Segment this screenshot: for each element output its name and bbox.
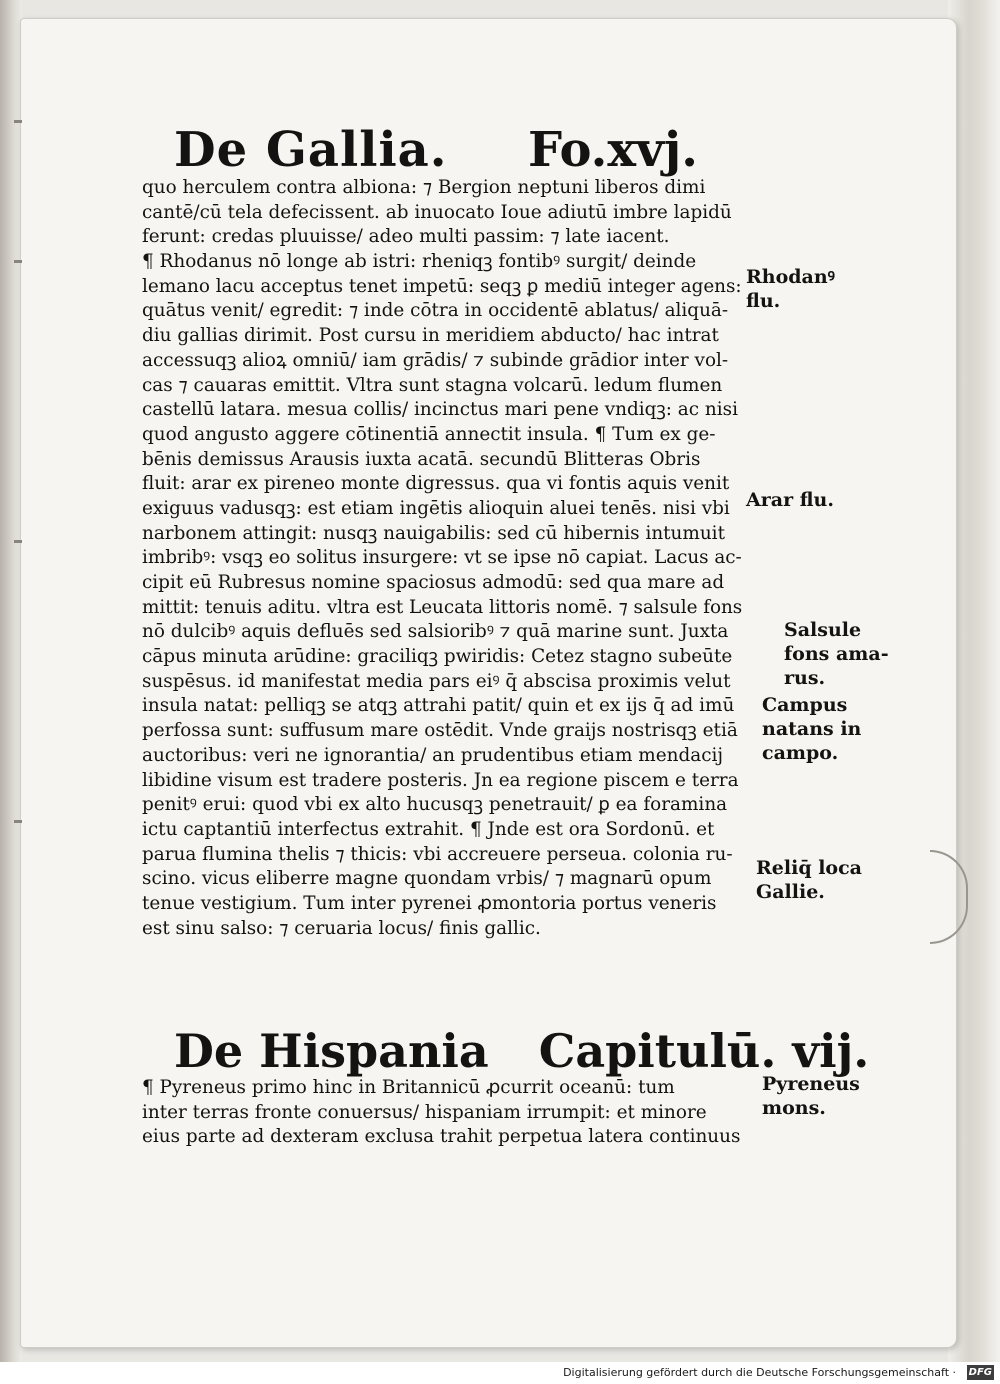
main-text-block — [142, 176, 742, 941]
chapter-number: Capitulū. vij. — [538, 1024, 870, 1078]
text-line: mittit: tenuis aditu. vltra est Leucata littoris nomē. ⁊ salsule fons — [142, 596, 742, 618]
text-line: cas ⁊ cauaras emittit. Vltra sunt stagna volcarū. ledum flumen — [142, 374, 723, 396]
margin-note-line: Salsule — [784, 619, 862, 641]
margin-note-line: campo. — [762, 742, 839, 764]
dfg-logo: DFG — [968, 1367, 992, 1378]
text-line: ¶ Pyreneus primo hinc in Britannicū ꝓcurrit oceanū: tum — [142, 1077, 675, 1098]
margin-note-campus — [762, 693, 861, 765]
text-line: exiguus vadusqꝫ: est etiam ingētis alioquin aluei tenēs. nisi vbi — [142, 497, 730, 519]
margin-note-salsule — [784, 618, 889, 690]
text-line: insula natat: pelliqꝫ se atqꝫ attrahi patit/ quin et ex ijs q̄ ad imū — [142, 695, 735, 717]
text-line: eius parte ad dexteram exclusa trahit perpetua latera continuus — [142, 1126, 741, 1148]
text-line: lemano lacu acceptus tenet impetū: seqꝫ ꝑ mediū integer agens: — [142, 275, 742, 297]
margin-note-rhodanus — [746, 265, 835, 313]
text-line: ferunt: credas pluuisse/ adeo multi passim: ⁊ late iacent. — [142, 226, 670, 248]
text-line: narbonem attingit: nusqꝫ nauigabilis: sed cū hibernis intumuit — [142, 522, 725, 544]
margin-note-line: fons ama- — [784, 643, 889, 665]
text-line: accessuqꝫ alioꝝ omniū/ iam grādis/ ⁊ subinde grādior inter vol- — [142, 349, 729, 371]
text-line: diu gallias dirimit. Post cursu in meridiem abducto/ hac intrat — [142, 325, 719, 347]
margin-note-line: Reliq̄ loca — [756, 857, 862, 879]
funding-notice: Digitalisierung gefördert durch die Deutsche Forschungsgemeinschaft · — [563, 1366, 956, 1379]
margin-note-reliq — [756, 856, 862, 904]
margin-note-pyreneus — [762, 1072, 860, 1120]
text-line: libidine visum est tradere posteris. Jn ea regione piscem e terra — [142, 769, 739, 791]
text-line: cipit eū Rubresus nomine spaciosus admodū: sed qua mare ad — [142, 572, 725, 593]
text-line: ictu captantiū interfectus extrahit. ¶ Jnde est ora Sordonū. et — [142, 818, 715, 840]
margin-note-line: Campus — [762, 694, 848, 716]
text-line: perfossa sunt: suffusum mare ostēdit. Vnde graijs nostrisqꝫ etiā — [142, 720, 738, 742]
text-line: cāpus minuta arūdine: graciliqꝫ pwiridis: Cetez stagno subeūte — [142, 646, 733, 668]
text-line: suspēsus. id manifestat media pars eiꝰ q̄ abscisa proximis velut — [142, 670, 731, 692]
text-line: castellū latara. mesua collis/ incinctus mari pene vndiqꝫ: ac nisi — [142, 399, 738, 421]
margin-note-line: Pyreneus — [762, 1073, 860, 1095]
margin-note-line: flu. — [746, 290, 781, 312]
text-line: cantē/cū tela defecissent. ab inuocato Ioue adiutū imbre lapidū — [142, 201, 732, 223]
folio-number: Fo.xvj. — [528, 122, 698, 178]
binding-thread-marks — [14, 120, 24, 920]
running-head-title: De Gallia. — [174, 122, 448, 178]
chapter-title: De Hispania — [174, 1024, 489, 1078]
margin-note-line: Arar flu. — [746, 489, 834, 511]
text-line: nō dulcibꝰ aquis defluēs sed salsioribꝰ ⁊ quā marine sunt. Juxta — [142, 621, 729, 643]
text-line: ¶ Rhodanus nō longe ab istri: rheniqꝫ fontibꝰ surgit/ deinde — [142, 251, 697, 273]
chapter-text-block — [142, 1076, 742, 1150]
text-line: fluit: arar ex pireneo monte digressus. qua vi fontis aquis venit — [142, 473, 730, 495]
text-line: bēnis demissus Arausis iuxta acatā. secundū Blitteras Obris — [142, 448, 701, 470]
margin-note-line: Rhodanꝰ — [746, 266, 835, 288]
margin-note-arar — [746, 488, 834, 512]
chapter-heading — [174, 1024, 869, 1078]
margin-note-line: Gallie. — [756, 881, 825, 903]
text-line: est sinu salso: ⁊ ceruaria locus/ finis gallic. — [142, 917, 541, 939]
text-line: scino. vicus eliberre magne quondam vrbis/ ⁊ magnarū opum — [142, 868, 712, 890]
text-line: imbribꝰ: vsqꝫ eo solitus insurgere: vt se ipse nō capiat. Lacus ac- — [142, 547, 742, 569]
margin-note-line: rus. — [784, 667, 826, 689]
margin-note-line: natans in — [762, 718, 862, 740]
text-line: auctoribus: veri ne ignorantia/ an prudentibus etiam mendacij — [142, 744, 724, 766]
text-line: quod angusto aggere cōtinentiā annectit insula. ¶ Tum ex ge- — [142, 423, 716, 445]
text-line: parua flumina thelis ⁊ thicis: vbi accreuere perseua. colonia ru- — [142, 843, 733, 865]
text-line: tenue vestigium. Tum inter pyrenei ꝓmontoria portus veneris — [142, 892, 717, 914]
text-line: quo herculem contra albiona: ⁊ Bergion neptuni liberos dimi — [142, 177, 706, 198]
digitization-footer — [0, 1362, 1000, 1384]
text-line: penitꝰ erui: quod vbi ex alto hucusqꝫ penetrauit/ ꝑ ea foramina — [142, 794, 728, 816]
margin-note-line: mons. — [762, 1097, 826, 1119]
text-line: inter terras fronte conuersus/ hispaniam irrumpit: et minore — [142, 1101, 707, 1123]
text-line: quātus venit/ egredit: ⁊ inde cōtra in occidentē ablatus/ aliquā- — [142, 300, 729, 322]
